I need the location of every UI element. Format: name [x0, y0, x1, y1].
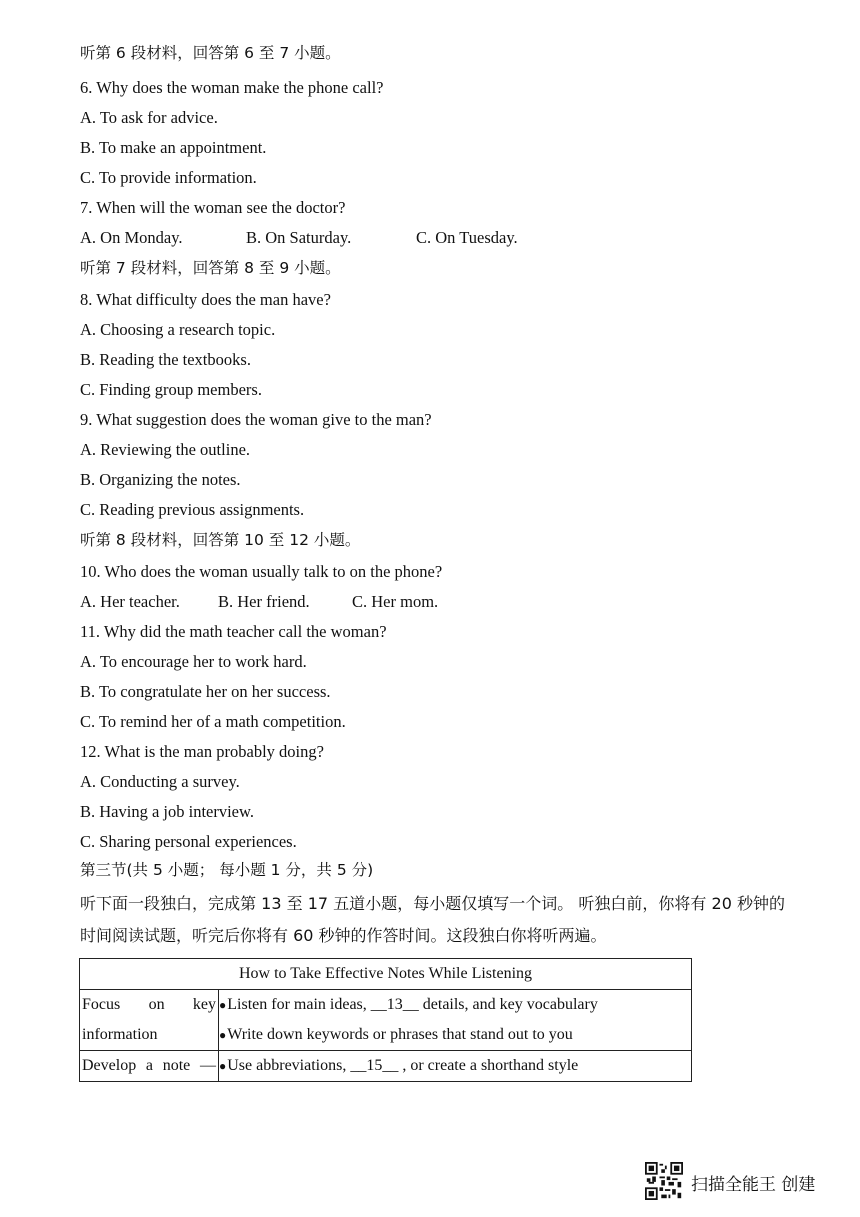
- question-text: 10. Who does the woman usually talk to on the phone?: [80, 562, 443, 581]
- option-row: [80, 592, 580, 612]
- section-heading: 听第 8 段材料，回答第 10 至 12 小题。: [80, 531, 361, 549]
- label-word: Focus: [82, 996, 121, 1013]
- option-row: [80, 228, 580, 248]
- answer-option: A. Conducting a survey.: [80, 772, 240, 791]
- answer-option: B. Having a job interview.: [80, 802, 254, 821]
- answer-option: B. To make an appointment.: [80, 138, 267, 157]
- answer-option: A. On Monday.: [80, 228, 183, 247]
- row-label-develop: [80, 1051, 219, 1082]
- row-label-focus: [80, 990, 219, 1051]
- question-text: 6. Why does the woman make the phone call?: [80, 78, 384, 97]
- label-word: key: [192, 996, 216, 1013]
- bullet-icon: ●: [219, 1028, 227, 1042]
- notes-table: [79, 958, 692, 1082]
- answer-option: C. Sharing personal experiences.: [80, 832, 297, 851]
- label-word: note: [162, 1057, 191, 1074]
- answer-option: A. Her teacher.: [80, 592, 180, 611]
- question-text: 8. What difficulty does the man have?: [80, 290, 331, 309]
- answer-option: B. Organizing the notes.: [80, 470, 241, 489]
- bullet-item: Write down keywords or phrases that stand out to you: [227, 1026, 573, 1043]
- answer-option: C. Finding group members.: [80, 380, 262, 399]
- section-heading: 听第 7 段材料，回答第 8 至 9 小题。: [80, 259, 341, 277]
- section-instructions: 听下面一段独白，完成第 13 至 17 五道小题，每小题仅填写一个词。 听独白前，你将有 20 秒钟的时间阅读试题，听完后你将有 60 秒钟的作答时间。这段独白你将听两遍。: [80, 894, 785, 945]
- label-word: —: [199, 1057, 216, 1074]
- label-word: a: [145, 1057, 154, 1074]
- label-word: on: [148, 996, 165, 1013]
- answer-option: B. To congratulate her on her success.: [80, 682, 331, 701]
- section-heading: 听第 6 段材料，回答第 6 至 7 小题。: [80, 44, 341, 62]
- row-content-develop: [219, 1051, 692, 1082]
- answer-option: B. Her friend.: [218, 592, 310, 611]
- question-text: 11. Why did the math teacher call the woman?: [80, 622, 387, 641]
- bullet-icon: ●: [219, 998, 227, 1012]
- answer-option: C. To provide information.: [80, 168, 257, 187]
- qr-code-icon: [645, 1162, 683, 1200]
- bullet-icon: ●: [219, 1059, 227, 1073]
- answer-option: C. To remind her of a math competition.: [80, 712, 346, 731]
- brand-text: 扫描全能王 创建: [691, 1175, 816, 1195]
- answer-option: C. Reading previous assignments.: [80, 500, 305, 519]
- row-content-focus: [219, 990, 692, 1051]
- label-word: Develop: [82, 1057, 137, 1074]
- question-text: 7. When will the woman see the doctor?: [80, 198, 346, 217]
- answer-option: A. To encourage her to work hard.: [80, 652, 307, 671]
- table-title: How to Take Effective Notes While Listening: [80, 959, 692, 990]
- answer-option: B. Reading the textbooks.: [80, 350, 251, 369]
- label-word: information: [82, 1026, 158, 1043]
- section-heading: 第三节(共 5 小题； 每小题 1 分，共 5 分): [80, 861, 374, 879]
- answer-option: A. To ask for advice.: [80, 108, 218, 127]
- footer-watermark: [645, 1160, 845, 1200]
- answer-option: A. Reviewing the outline.: [80, 440, 251, 459]
- answer-option: C. Her mom.: [352, 592, 439, 611]
- answer-option: C. On Tuesday.: [416, 228, 518, 247]
- question-text: 9. What suggestion does the woman give to the man?: [80, 410, 432, 429]
- question-text: 12. What is the man probably doing?: [80, 742, 324, 761]
- bullet-item: Listen for main ideas, __13__ details, and key vocabulary: [227, 996, 598, 1013]
- answer-option: B. On Saturday.: [246, 228, 352, 247]
- answer-option: A. Choosing a research topic.: [80, 320, 276, 339]
- bullet-item: Use abbreviations, __15__ , or create a shorthand style: [227, 1057, 579, 1074]
